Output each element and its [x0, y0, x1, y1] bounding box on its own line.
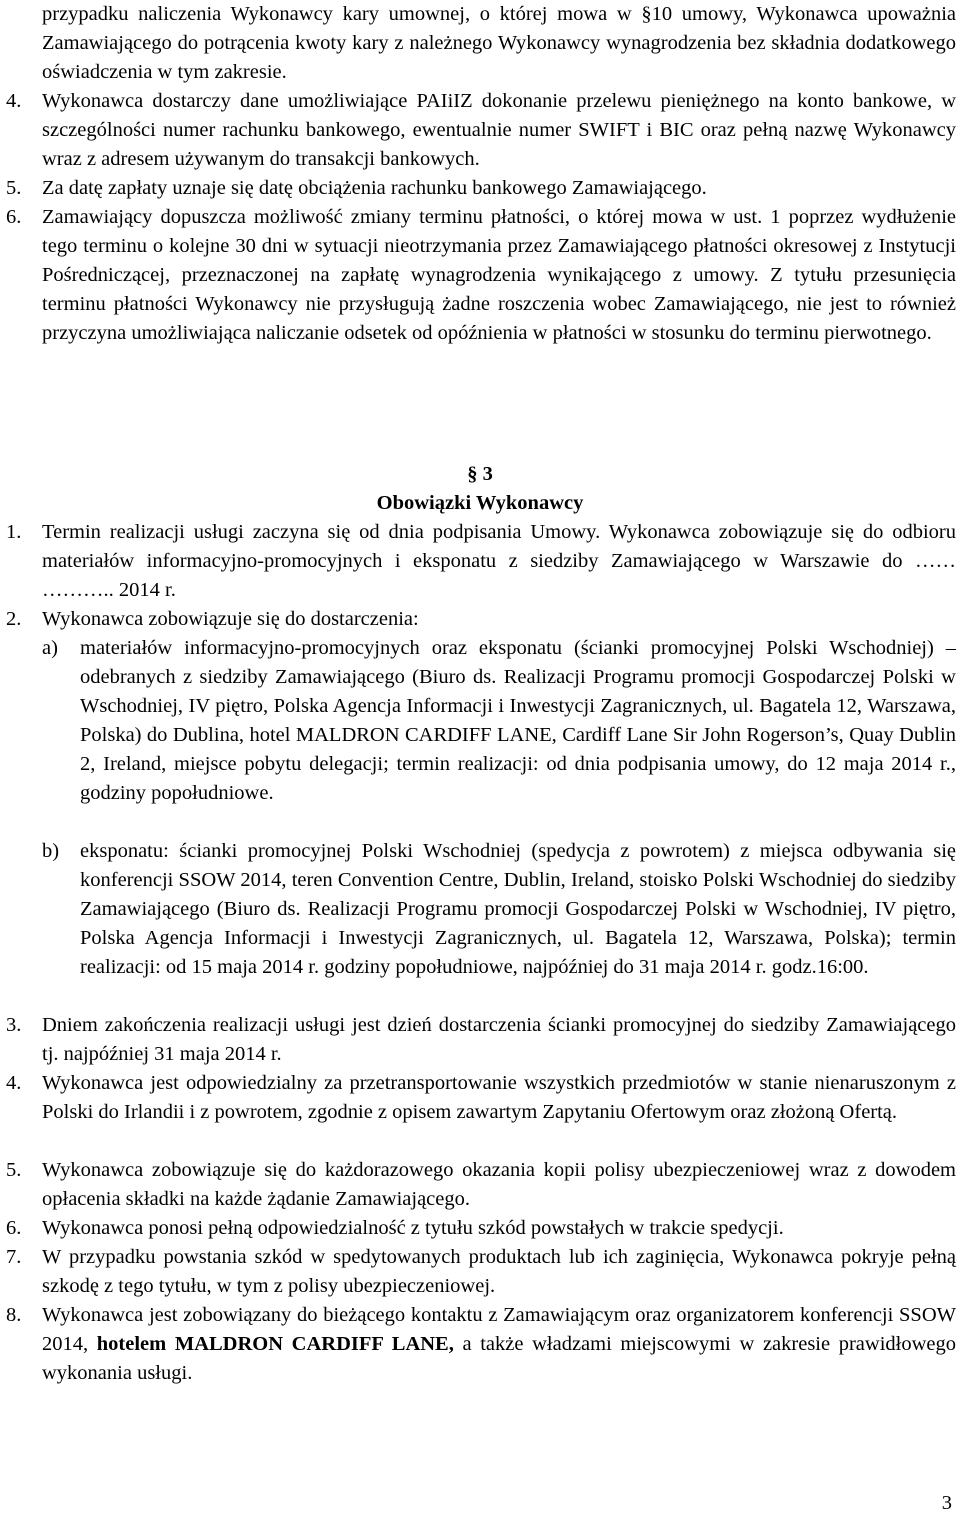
intro-paragraph: przypadku naliczenia Wykonawcy kary umownej, o której mowa w §10 umowy, Wykonawca upoważnia Zamawiającego do potrącenia kwoty kary z należnego Wykonawcy wynagrodzenia bez składnia dodatkowego oświadczenia w tym zakresie.	[42, 3, 956, 83]
item-text	[42, 1301, 956, 1388]
item-number: 4.	[6, 90, 22, 112]
page-number: 3	[941, 1492, 952, 1514]
item-text: Wykonawca dostarczy dane umożliwiające PAIiIZ dokonanie przelewu pieniężnego na konto bankowe, w szczególności numer rachunku bankowego, ewentualnie numer SWIFT i BIC oraz pełną nazwę Wykonawcy wraz z adresem używanym do transakcji bankowych.	[42, 90, 956, 170]
item-text: Termin realizacji usługi zaczyna się od dnia podpisania Umowy. Wykonawca zobowiązuje się do odbioru materiałów informacyjno-promocyjnych i eksponatu z siedziby Zamawiającego w Warszawie do …… ……….. 2014 r.	[42, 521, 956, 601]
sub-item-text: eksponatu: ścianki promocyjnej Polski Wschodniej (spedycja z powrotem) z miejsca odbywania się konferencji SSOW 2014, teren Convention Centre, Dublin, Ireland, stoisko Polski Wschodniej do siedziby Zamawiającego (Biuro ds. Realizacji Programu promocji Gospodarczej Polski w Wschodniej, IV piętro, Polska Agencja Informacji i Inwestycji Zagranicznych, ul. Bagatela 12, Warszawa, Polska); termin realizacji: od 15 maja 2014 r. godziny popołudniowe, najpóźniej do 31 maja 2014 r. godz.16:00.	[80, 840, 956, 978]
item-text: W przypadku powstania szkód w spedytowanych produktach lub ich zaginięcia, Wykonawca pokryje pełną szkodę z tego tytułu, w tym z polisy ubezpieczeniowej.	[42, 1246, 956, 1297]
section-title: Obowiązki Wykonawcy	[376, 492, 584, 514]
item-text: Zamawiający dopuszcza możliwość zmiany terminu płatności, o której mowa w ust. 1 poprzez wydłużenie tego terminu o kolejne 30 dni w sytuacji nieotrzymania przez Zamawiającego płatności okresowej z Instytucji Pośredniczącej, przeznaczonej na zapłatę wynagrodzenia wynikającego z umowy. Z tytułu przesunięcia terminu płatności Wykonawcy nie przysługują żadne roszczenia wobec Zamawiającego, nie jest to również przyczyna umożliwiająca naliczanie odsetek od opóźnienia w płatności w stosunku do terminu pierwotnego.	[42, 206, 956, 344]
item-text: Wykonawca zobowiązuje się do dostarczenia:	[42, 608, 419, 630]
item-number: 1.	[6, 521, 22, 543]
item-number: 6.	[6, 1217, 22, 1239]
item-number: 2.	[6, 608, 22, 630]
item-number: 4.	[6, 1072, 22, 1094]
sub-item-label: b)	[42, 840, 60, 862]
item-text: Dniem zakończenia realizacji usługi jest dzień dostarczenia ścianki promocyjnej do siedziby Zamawiającego tj. najpóźniej 31 maja 2014 r.	[42, 1014, 956, 1065]
hotel-name-bold: hotelem MALDRON CARDIFF LANE,	[96, 1333, 454, 1355]
item-text: Za datę zapłaty uznaje się datę obciążenia rachunku bankowego Zamawiającego.	[42, 177, 707, 199]
item-number: 5.	[6, 1159, 22, 1181]
item-number: 3.	[6, 1014, 22, 1036]
item-number: 8.	[6, 1304, 22, 1326]
item-text: Wykonawca jest odpowiedzialny za przetransportowanie wszystkich przedmiotów w stanie nienaruszonym z Polski do Irlandii i z powrotem, zgodnie z opisem zawartym Zapytaniu Ofertowym oraz złożoną Ofertą.	[42, 1072, 956, 1123]
sub-item-label: a)	[42, 637, 58, 659]
item-number: 7.	[6, 1246, 22, 1268]
item-text: Wykonawca zobowiązuje się do każdorazowego okazania kopii polisy ubezpieczeniowej wraz z dowodem opłacenia składki na każde żądanie Zamawiającego.	[42, 1159, 956, 1210]
item-text: Wykonawca ponosi pełną odpowiedzialność z tytułu szkód powstałych w trakcie spedycji.	[42, 1217, 784, 1239]
section-symbol: § 3	[467, 463, 493, 485]
item-number: 5.	[6, 177, 22, 199]
item-text-part: Wykonawca jest zobowiązany do bieżącego kontaktu z Zamawiającym oraz organizatorem konferencji SSOW 2014,	[42, 1304, 956, 1355]
item-number: 6.	[6, 206, 22, 228]
sub-item-text: materiałów informacyjno-promocyjnych oraz eksponatu (ścianki promocyjnej Polski Wschodniej) – odebranych z siedziby Zamawiającego (Biuro ds. Realizacji Programu promocji Gospodarczej Polski w Wschodniej, IV piętro, Polska Agencja Informacji i Inwestycji Zagranicznych, ul. Bagatela 12, Warszawa, Polska) do Dublina, hotel MALDRON CARDIFF LANE, Cardiff Lane Sir John Rogerson’s, Quay Dublin 2, Ireland, miejsce pobytu delegacji; termin realizacji: od dnia podpisania umowy, do 12 maja 2014 r., godziny popołudniowe.	[80, 637, 956, 804]
item-text-part: a także władzami miejscowymi w zakresie prawidłowego wykonania usługi.	[42, 1333, 956, 1384]
